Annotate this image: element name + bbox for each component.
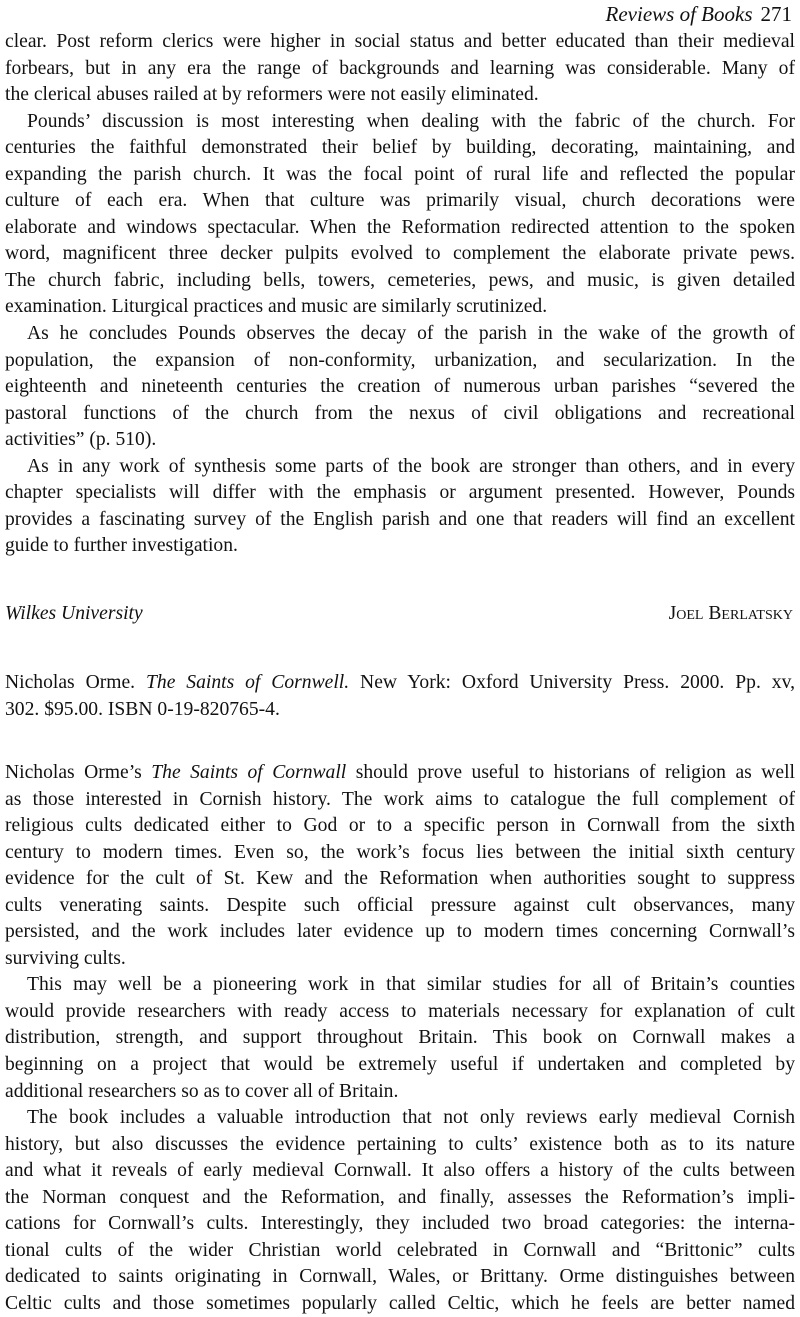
paragraph — [5, 321, 795, 454]
text-line: provides a fascinating survey of the English parish and one that readers will find an excellent — [5, 508, 795, 530]
text-line: activities” (p. 510). — [5, 429, 157, 451]
text-line: religious cults dedicated either to God or to a specific person in Cornwall from the sixth — [5, 815, 795, 837]
book-details: 302. $95.00. ISBN 0-19-820765-4. — [5, 698, 280, 720]
text-line: The church fabric, including bells, towers, cemeteries, pews, and music, is given detailed — [5, 269, 795, 291]
text-line: pastoral functions of the church from the nexus of civil obligations and recreational — [5, 402, 795, 424]
text-line: Pounds’ discussion is most interesting when dealing with the fabric of the church. For — [27, 110, 795, 132]
text-line: forbears, but in any era the range of backgrounds and learning was considerable. Many of — [5, 57, 795, 79]
running-title: Reviews of Books — [605, 2, 753, 26]
text-line: century to modern times. Even so, the work’s focus lies between the initial sixth century — [5, 841, 795, 863]
book-author: Nicholas Orme. — [5, 672, 146, 693]
text-line: would provide researchers with ready access to materials necessary for explanation of cult — [5, 1000, 795, 1022]
text-line: Nicholas Orme’s The Saints of Cornwall should prove useful to historians of religion as well — [5, 762, 795, 783]
page-number: 271 — [760, 2, 792, 26]
text-line: culture of each era. When that culture was primarily visual, church decorations were — [5, 190, 795, 212]
text-line: additional researchers so as to cover all of Britain. — [5, 1080, 399, 1102]
text-line: evidence for the cult of St. Kew and the Reformation when authorities sought to suppress — [5, 868, 795, 890]
paragraph — [5, 1105, 795, 1317]
text-line: surviving cults. — [5, 947, 126, 969]
text-line: history, but also discusses the evidence pertaining to cults’ existence both as to its nature — [5, 1133, 795, 1155]
text-line: as those interested in Cornish history. The work aims to catalogue the full complement of — [5, 788, 795, 810]
text-line: beginning on a project that would be extremely useful if undertaken and completed by — [5, 1054, 795, 1076]
text-line: cults venerating saints. Despite such official pressure against cult observances, many — [5, 894, 795, 916]
text-line: As in any work of synthesis some parts of the book are stronger than others, and in every — [27, 455, 795, 477]
text-line: chapter specialists will differ with the emphasis or argument presented. However, Pounds — [5, 482, 795, 504]
text-line: distribution, strength, and support throughout Britain. This book on Cornwall makes a — [5, 1027, 795, 1049]
text-line: eighteenth and nineteenth centuries the creation of numerous urban parishes “severed the — [5, 376, 795, 398]
paragraph — [5, 454, 795, 560]
paragraph — [5, 29, 795, 109]
paragraph — [5, 109, 795, 321]
text-line: the Norman conquest and the Reformation, and finally, assesses the Reformation’s impli- — [5, 1186, 795, 1208]
book-title-mention: The Saints of Cornwall — [151, 762, 347, 783]
text-line: elaborate and windows spectacular. When the Reformation redirected attention to the spoken — [5, 216, 795, 238]
running-header — [606, 2, 792, 27]
text-line: persisted, and the work includes later evidence up to modern times concerning Cornwall’s — [5, 921, 795, 943]
signature-line — [5, 603, 793, 625]
text-line: clear. Post reform clerics were higher in social status and better educated than their medieval — [5, 31, 795, 52]
text-line: population, the expansion of non-conformity, urbanization, and secularization. In the — [5, 349, 795, 371]
text-line: guide to further investigation. — [5, 535, 238, 557]
text-line: expanding the parish church. It was the focal point of rural life and reflected the popular — [5, 163, 795, 185]
text-line: centuries the faithful demonstrated their belief by building, decorating, maintaining, and — [5, 137, 795, 159]
book-publication: New York: Oxford University Press. 2000. Pp. xv, — [349, 672, 795, 693]
paragraph — [5, 760, 795, 972]
text-line: the clerical abuses railed at by reformers were not easily eliminated. — [5, 84, 539, 106]
reviewer-name: Joel Berlatsky — [668, 603, 793, 624]
review-1-body — [5, 29, 795, 560]
text-line: tional cults of the wider Christian world celebrated in Cornwall and “Brittonic” cults — [5, 1239, 795, 1261]
text-line: Celtic cults and those sometimes popularly called Celtic, which he feels are better named — [5, 1292, 795, 1314]
paragraph — [5, 972, 795, 1105]
review-2-body — [5, 760, 795, 1317]
text-line: and what it reveals of early medieval Cornwall. It also offers a history of the cults between — [5, 1160, 795, 1182]
text-line: word, magnificent three decker pulpits evolved to complement the elaborate private pews. — [5, 243, 795, 265]
text-line: This may well be a pioneering work in that similar studies for all of Britain’s counties — [27, 974, 795, 996]
book-citation — [5, 670, 795, 723]
text-line: dedicated to saints originating in Cornwall, Wales, or Brittany. Orme distinguishes between — [5, 1266, 795, 1288]
text-line: cations for Cornwall’s cults. Interestingly, they included two broad categories: the interna- — [5, 1213, 795, 1235]
text-line: examination. Liturgical practices and music are similarly scrutinized. — [5, 296, 548, 318]
book-title: The Saints of Cornwell. — [146, 672, 350, 693]
text-line: The book includes a valuable introduction that not only reviews early medieval Cornish — [27, 1107, 795, 1129]
text-line: As he concludes Pounds observes the decay of the parish in the wake of the growth of — [27, 323, 795, 345]
affiliation: Wilkes University — [5, 603, 143, 624]
